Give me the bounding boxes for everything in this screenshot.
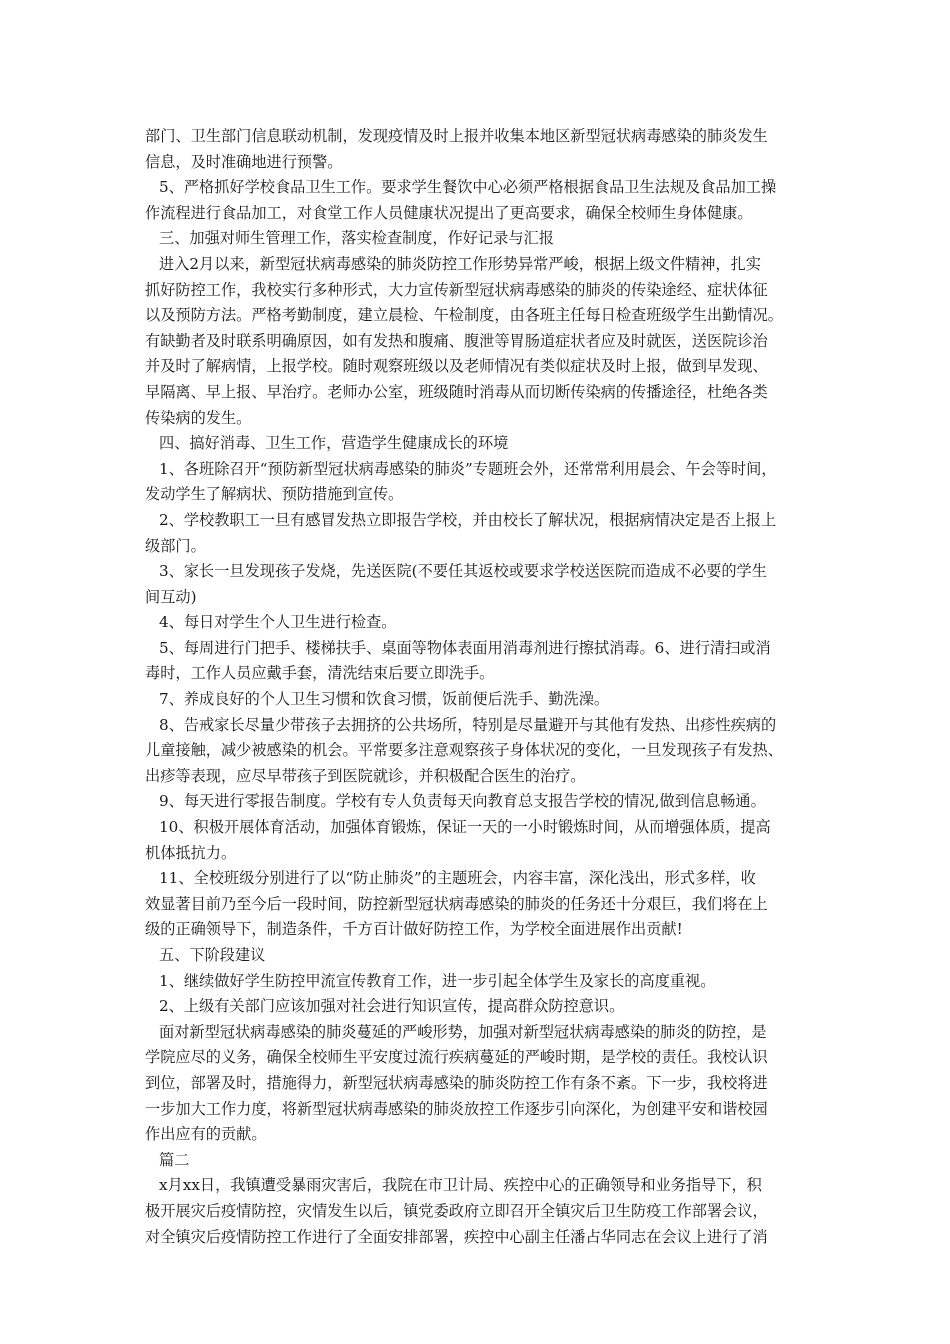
text-line: 间互动) (145, 587, 197, 606)
text-line: 4、每日对学生个人卫生进行检查。 (159, 613, 397, 632)
text-line: 学院应尽的义务，确保全校师生平安度过流行疾病蔓延的严峻时期，是学校的责任。我校认识 (145, 1048, 768, 1067)
text-line: 对全镇灾后疫情防控工作进行了全面安排部署，疾控中心副主任潘占华同志在会议上进行了消 (145, 1227, 768, 1246)
text-line: 到位，部署及时，措施得力，新型冠状病毒感染的肺炎防控工作有条不紊。下一步，我校将进 (145, 1073, 768, 1092)
text-line: 传染病的发生。 (145, 408, 252, 427)
text-line: 发动学生了解病状、预防措施到宣传。 (145, 485, 404, 504)
text-line: 5、严格抓好学校食品卫生工作。要求学生餐饮中心必须严格根据食品卫生法规及食品加工操 (159, 178, 777, 197)
text-line: 效显著目前乃至今后一段时间，防控新型冠状病毒感染的肺炎的任务还十分艰巨，我们将在上 (145, 894, 768, 913)
text-line: 面对新型冠状病毒感染的肺炎蔓延的严峻形势，加强对新型冠状病毒感染的肺炎的防控，是 (159, 1022, 767, 1041)
text-line: 级部门。 (145, 536, 206, 555)
text-line: 作出应有的贡献。 (145, 1125, 267, 1144)
text-line: 以及预防方法。严格考勤制度，建立晨检、午检制度，由各班主任每日检查班级学生出勤情况。 (145, 306, 783, 325)
text-line: 四、搞好消毒、卫生工作，营造学生健康成长的环境 (159, 434, 509, 453)
text-line: 10、积极开展体育活动，加强体育锻炼，保证一天的一小时锻炼时间，从而增强体质，提高 (159, 818, 771, 837)
text-line: x月xx日，我镇遭受暴雨灾害后，我院在市卫计局、疾控中心的正确领导和业务指导下，积 (159, 1176, 762, 1195)
text-line: 级的正确领导下，制造条件，千方百计做好防控工作，为学校全面进展作出贡献! (145, 920, 683, 939)
text-line: 儿童接触，减少被感染的机会。平常要多注意观察孩子身体状况的变化，一旦发现孩子有发热、 (145, 741, 783, 760)
text-line: 1、各班除召开“预防新型冠状病毒感染的肺炎”专题班会外，还常常利用晨会、午会等时间， (159, 459, 777, 478)
text-line: 2、上级有关部门应该加强对社会进行知识宣传，提高群众防控意识。 (159, 997, 625, 1016)
text-line: 2、学校教职工一旦有感冒发热立即报告学校，并由校长了解状况，根据病情决定是否上报上 (159, 510, 777, 529)
text-line: 出疹等表现，应尽早带孩子到医院就诊，并积极配合医生的治疗。 (145, 766, 586, 785)
text-line: 进入2月以来，新型冠状病毒感染的肺炎防控工作形势异常严峻，根据上级文件精神，扎实 (159, 254, 761, 273)
text-line: 5、每周进行门把手、楼梯扶手、桌面等物体表面用消毒剂进行擦拭消毒。6、进行清扫或消 (159, 638, 771, 657)
document-page (145, 124, 815, 1250)
text-line: 1、继续做好学生防控甲流宣传教育工作，进一步引起全体学生及家长的高度重视。 (159, 971, 716, 990)
text-line: 极开展灾后疫情防控，灾情发生以后，镇党委政府立即召开全镇灾后卫生防疫工作部署会议， (145, 1201, 768, 1220)
text-line: 11、全校班级分别进行了以“防止肺炎”的主题班会，内容丰富，深化浅出，形式多样，收 (159, 869, 756, 888)
text-line: 一步加大工作力度，将新型冠状病毒感染的肺炎放控工作逐步引向深化，为创建平安和谐校园 (145, 1099, 768, 1118)
text-line: 8、告戒家长尽量少带孩子去拥挤的公共场所，特别是尽量避开与其他有发热、出疹性疾病的 (159, 715, 777, 734)
text-line: 抓好防控工作，我校实行多种形式，大力宣传新型冠状病毒感染的肺炎的传染途经、症状体征 (145, 280, 768, 299)
text-line: 五、下阶段建议 (159, 946, 266, 964)
text-line: 9、每天进行零报告制度。学校有专人负责每天向教育总支报告学校的情况,做到信息畅通。 (159, 792, 766, 811)
text-line: 有缺勤者及时联系明确原因，如有发热和腹痛、腹泄等胃肠道症状者应及时就医，送医院诊治 (145, 331, 768, 350)
text-line: 三、加强对师生管理工作，落实检查制度，作好记录与汇报 (159, 229, 554, 248)
text-line: 部门、卫生部门信息联动机制，发现疫情及时上报并收集本地区新型冠状病毒感染的肺炎发生 (145, 127, 768, 145)
text-line: 毒时，工作人员应戴手套，清洗结束后要立即洗手。 (145, 664, 495, 683)
text-line: 机体抵抗力。 (145, 843, 237, 862)
text-line: 3、家长一旦发现孩子发烧，先送医院(不要任其返校或要求学校送医院而造成不必要的学生 (159, 562, 767, 581)
text-line: 7、养成良好的个人卫生习惯和饮食习惯，饭前便后洗手、勤洗澡。 (159, 690, 610, 709)
text-line: 作流程进行食品加工，对食堂工作人员健康状况提出了更高要求，确保全校师生身体健康。 (145, 203, 753, 222)
text-line: 信息，及时准确地进行预警。 (145, 152, 343, 171)
text-line: 篇二 (159, 1150, 190, 1169)
text-line: 并及时了解病情，上报学校。随时观察班级以及老师情况有类似症状及时上报，做到早发现、 (145, 357, 768, 376)
text-line: 早隔离、早上报、早治疗。老师办公室，班级随时消毒从而切断传染病的传播途径，杜绝各类 (145, 382, 768, 401)
